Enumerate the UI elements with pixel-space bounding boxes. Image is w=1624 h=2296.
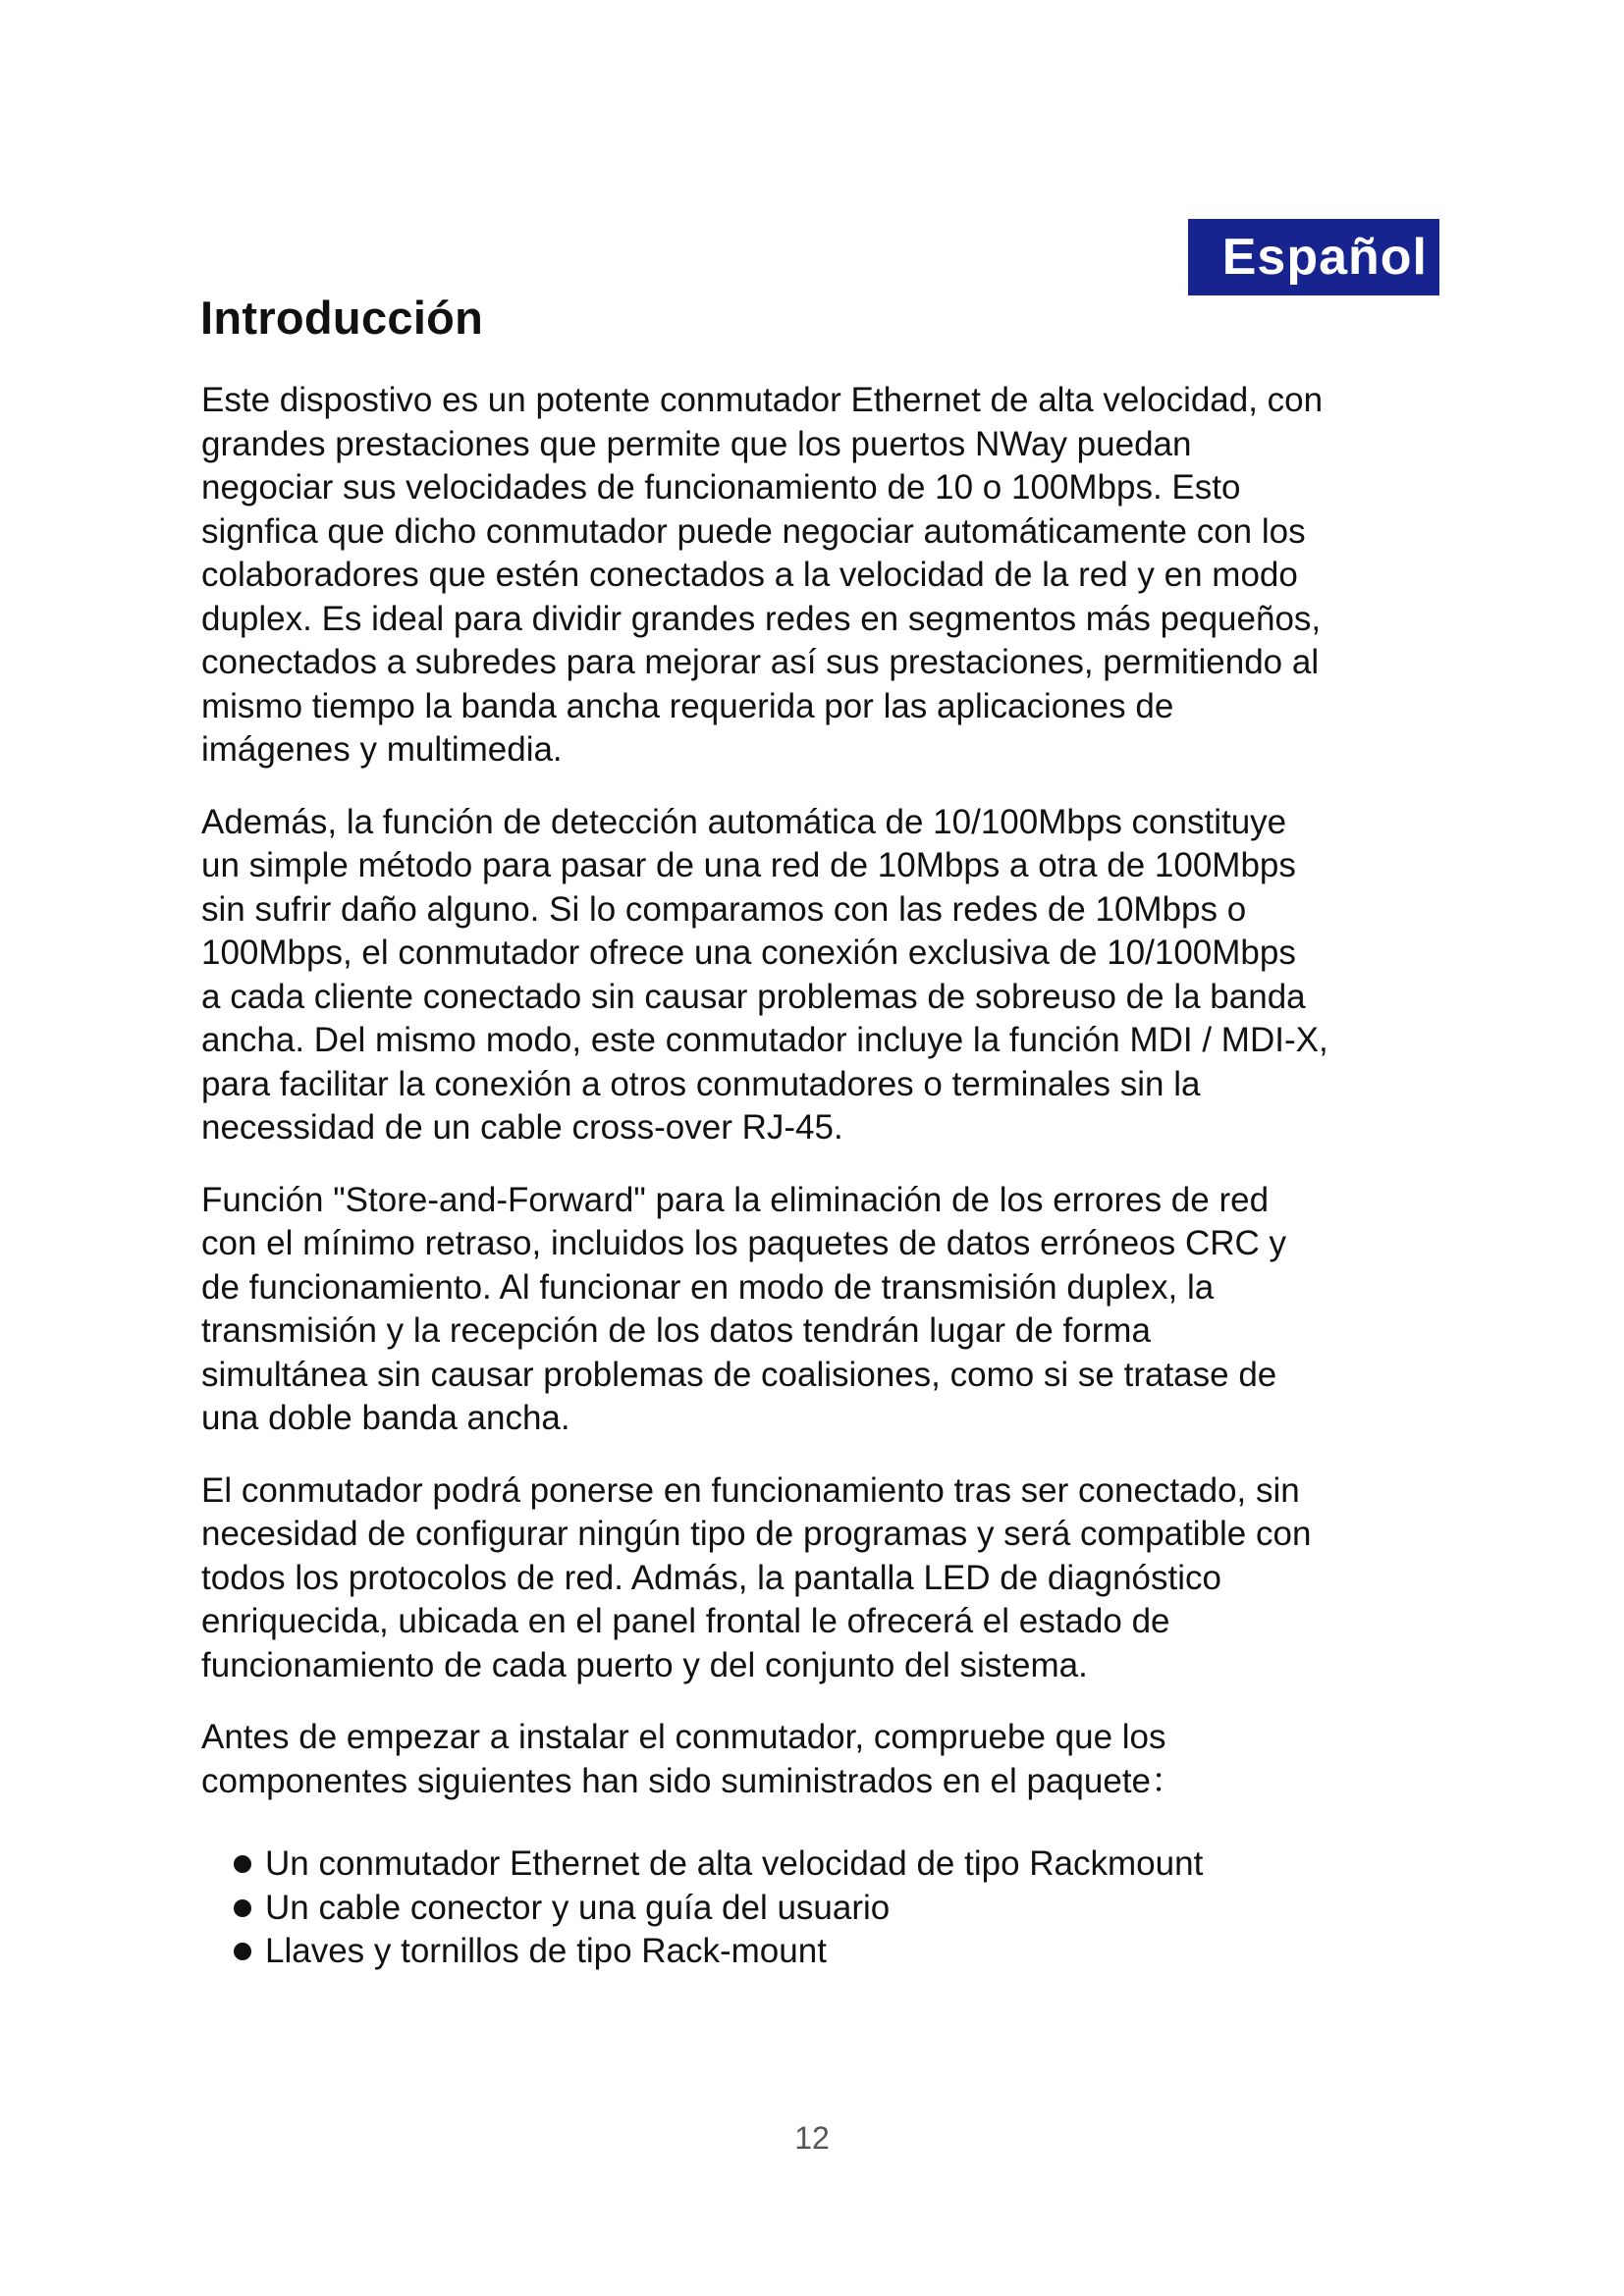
paragraph-autodetect bbox=[201, 801, 1468, 1150]
text-line: colaboradores que estén conectados a la velocidad de la red y en modo bbox=[201, 556, 1298, 594]
text-line: necesidad de configurar ningún tipo de programas y será compatible con bbox=[201, 1515, 1312, 1553]
text-line: El conmutador podrá ponerse en funcionamiento tras ser conectado, sin bbox=[201, 1470, 1300, 1510]
package-contents-list bbox=[201, 1842, 1468, 1974]
page-title: Introducción bbox=[200, 292, 484, 344]
text-line: grandes prestaciones que permite que los puertos NWay puedan bbox=[201, 424, 1192, 463]
text-line: Función "Store-and-Forward" para la eliminación de los errores de red bbox=[201, 1180, 1270, 1219]
list-item bbox=[234, 1887, 1468, 1931]
text-line: ancha. Del mismo modo, este conmutador incluye la función MDI / MDI-X, bbox=[201, 1021, 1328, 1059]
paragraph-package-contents bbox=[201, 1716, 1468, 1803]
text-line: con el mínimo retraso, incluidos los paquetes de datos erróneos CRC y bbox=[201, 1224, 1286, 1262]
body-content bbox=[201, 379, 1468, 1974]
text-line: todos los protocolos de red. Admás, la pantalla LED de diagnóstico bbox=[201, 1558, 1221, 1597]
text-line: un simple método para pasar de una red de 10Mbps a otra de 100Mbps bbox=[201, 846, 1296, 884]
text-line: Además, la función de detección automática de 10/100Mbps constituye bbox=[201, 802, 1287, 841]
text-line: duplex. Es ideal para dividir grandes redes en segmentos más pequeños, bbox=[201, 599, 1322, 638]
text-line: imágenes y multimedia. bbox=[201, 730, 563, 769]
text-line: necessidad de un cable cross-over RJ-45. bbox=[201, 1108, 843, 1147]
paragraph-plug-and-play bbox=[201, 1469, 1468, 1688]
language-badge: Español bbox=[1188, 219, 1439, 295]
text-line: Este dispostivo es un potente conmutador Ethernet de alta velocidad, con bbox=[201, 381, 1324, 419]
bullet-icon bbox=[234, 1943, 251, 1960]
text-line: 100Mbps, el conmutador ofrece una conexión exclusiva de 10/100Mbps bbox=[201, 934, 1296, 972]
text-line: para facilitar la conexión a otros conmutadores o terminales sin la bbox=[201, 1064, 1201, 1103]
text-line: conectados a subredes para mejorar así sus prestaciones, permitiendo al bbox=[201, 643, 1320, 681]
text-line: mismo tiempo la banda ancha requerida por las aplicaciones de bbox=[201, 686, 1174, 725]
paragraph-store-and-forward bbox=[201, 1179, 1468, 1441]
text-line: una doble banda ancha. bbox=[201, 1399, 570, 1437]
text-line: sin sufrir daño alguno. Si lo comparamos con las redes de 10Mbps o bbox=[201, 889, 1247, 929]
text-line: transmisión y la recepción de los datos tendrán lugar de forma bbox=[201, 1311, 1151, 1350]
text-line: de funcionamiento. Al funcionar en modo de transmisión duplex, la bbox=[201, 1267, 1215, 1307]
list-item bbox=[234, 1842, 1468, 1887]
list-item-text: Llaves y tornillos de tipo Rack-mount bbox=[265, 1932, 827, 1970]
text-line: componentes siguientes han sido suministrados en el paquete： bbox=[201, 1761, 1186, 1800]
text-line: simultánea sin causar problemas de coalisiones, como si se tratase de bbox=[201, 1355, 1277, 1394]
text-line: Antes de empezar a instalar el conmutador, compruebe que los bbox=[201, 1718, 1166, 1756]
list-item-text: Un conmutador Ethernet de alta velocidad de tipo Rackmount bbox=[265, 1844, 1204, 1883]
text-line: signfica que dicho conmutador puede negociar automáticamente con los bbox=[201, 511, 1306, 551]
list-item-text: Un cable conector y una guía del usuario bbox=[265, 1888, 891, 1927]
text-line: funcionamiento de cada puerto y del conjunto del sistema. bbox=[201, 1645, 1088, 1684]
paragraph-intro bbox=[201, 379, 1468, 773]
bullet-icon bbox=[234, 1855, 251, 1873]
text-line: negociar sus velocidades de funcionamiento de 10 o 100Mbps. Esto bbox=[201, 468, 1241, 507]
text-line: a cada cliente conectado sin causar problemas de sobreuso de la banda bbox=[201, 977, 1306, 1016]
list-item bbox=[234, 1930, 1468, 1974]
page-number: 12 bbox=[794, 2120, 830, 2156]
bullet-icon bbox=[234, 1899, 251, 1917]
text-line: enriquecida, ubicada en el panel frontal le ofrecerá el estado de bbox=[201, 1602, 1170, 1640]
